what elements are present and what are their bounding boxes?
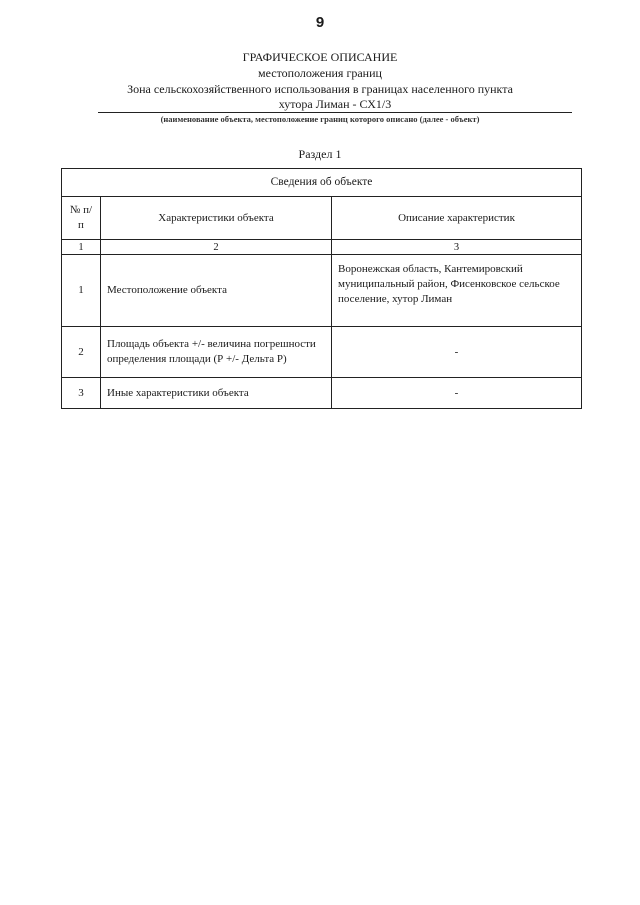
- row-description: Воронежская область, Кантемировский муниципальный район, Фисенковское сельское поселение, хутор Лиман: [332, 255, 582, 327]
- section-title: Раздел 1: [298, 147, 342, 161]
- zone-name: Зона сельскохозяйственного использования в границах населенного пункта: [127, 82, 513, 96]
- row-characteristic: Иные характеристики объекта: [101, 378, 332, 409]
- row-characteristic: Местоположение объекта: [101, 255, 332, 327]
- row-number: 1: [62, 255, 101, 327]
- table-row: [62, 255, 582, 327]
- header-characteristics: Характеристики объекта: [101, 197, 332, 240]
- document-subtitle: местоположения границ: [258, 66, 382, 80]
- header-description: Описание характеристик: [332, 197, 582, 240]
- document-header: [0, 49, 640, 97]
- column-number-row: [62, 240, 582, 255]
- column-number: 1: [62, 240, 101, 255]
- row-description: -: [332, 378, 582, 409]
- column-number: 3: [332, 240, 582, 255]
- row-characteristic: Площадь объекта +/- величина погрешности определения площади (Р +/- Дельта Р): [101, 327, 332, 378]
- table-caption: Сведения об объекте: [62, 169, 582, 197]
- object-name: хутора Лиман - СХ1/3: [278, 97, 392, 111]
- header-number: № п/п: [62, 197, 101, 240]
- object-name-field: [98, 96, 572, 113]
- table-row: [62, 327, 582, 378]
- table-header-row: [62, 197, 582, 240]
- row-number: 2: [62, 327, 101, 378]
- page-number: 9: [315, 14, 325, 31]
- object-info-table: [61, 168, 582, 409]
- document-title: ГРАФИЧЕСКОЕ ОПИСАНИЕ: [242, 50, 398, 64]
- object-name-caption: (наименование объекта, местоположение границ которого описано (далее - объект): [160, 114, 480, 124]
- row-description: -: [332, 327, 582, 378]
- table-caption-row: [62, 169, 582, 197]
- column-number: 2: [101, 240, 332, 255]
- table-row: [62, 378, 582, 409]
- row-number: 3: [62, 378, 101, 409]
